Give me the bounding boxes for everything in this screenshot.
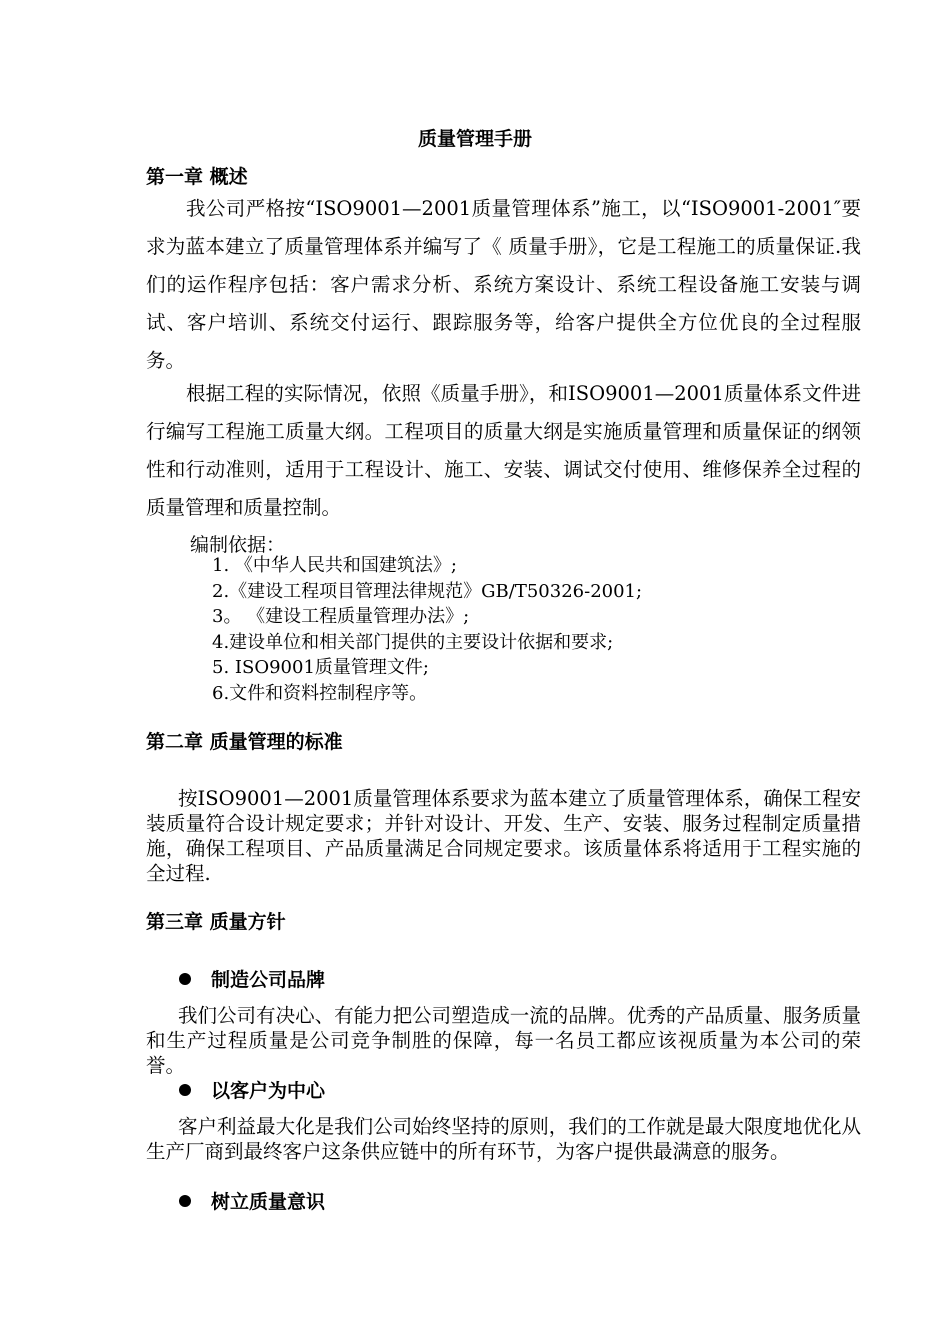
bullet-heading-customer <box>179 1076 325 1103</box>
chapter-1-heading: 第一章 概述 <box>146 166 248 188</box>
bullet-label: 树立质量意识 <box>211 1191 326 1213</box>
list-item: 5. ISO9001质量管理文件; <box>212 657 429 678</box>
document-title: 质量管理手册 <box>417 128 532 150</box>
bullet-dot-icon <box>179 973 191 985</box>
list-item: 2.《建设工程项目管理法律规范》GB/T50326-2001; <box>212 580 643 602</box>
customer-paragraph: 客户利益最大化是我们公司始终坚持的原则，我们的工作就是最大限度地优化从生产厂商到最终客户这条供应链中的所有环节，为客户提供最满意的服务。 <box>146 1115 861 1163</box>
chapter-1-paragraph-2: 根据工程的实际情况，依照《质量手册》，和ISO9001—2001质量体系文件进行编写工程施工质量大纲。工程项目的质量大纲是实施质量管理和质量保证的纲领性和行动准则，适用于工程设计、施工、安装、调试交付使用、维修保养全过程的质量管理和质量控制。 <box>146 382 861 519</box>
chapter-2-paragraph: 按ISO9001—2001质量管理体系要求为蓝本建立了质量管理体系，确保工程安装质量符合设计规定要求；并针对设计、开发、生产、安装、服务过程制定质量措施，确保工程项目、产品质量满足合同规定要求。该质量体系将适用于工程实施的全过程. <box>146 787 861 885</box>
basis-list <box>212 553 642 706</box>
list-item: 4.建设单位和相关部门提供的主要设计依据和要求; <box>212 631 614 653</box>
brand-paragraph: 我们公司有决心、有能力把公司塑造成一流的品牌。优秀的产品质量、服务质量和生产过程质量是公司竞争制胜的保障，每一名员工都应该视质量为本公司的荣誉。 <box>146 1004 861 1077</box>
bullet-dot-icon <box>179 1195 191 1207</box>
list-item: 1. 《中华人民共和国建筑法》; <box>212 555 457 576</box>
bullet-label: 以客户为中心 <box>211 1080 326 1102</box>
bullet-dot-icon <box>179 1084 191 1096</box>
list-item: 3。 《建设工程质量管理办法》; <box>212 606 470 627</box>
bullet-heading-brand <box>179 965 325 992</box>
list-item: 6.文件和资料控制程序等。 <box>212 682 428 704</box>
chapter-2-heading: 第二章 质量管理的标准 <box>146 731 343 753</box>
bullet-label: 制造公司品牌 <box>211 969 326 991</box>
chapter-3-heading: 第三章 质量方针 <box>146 911 286 933</box>
bullet-heading-quality <box>179 1187 325 1214</box>
basis-label: 编制依据： <box>190 534 286 556</box>
chapter-1-paragraph-1: 我公司严格按“ISO9001—2001质量管理体系”施工，以“ISO9001-2001″要求为蓝本建立了质量管理体系并编写了《 质量手册》，它是工程施工的质量保证.我们的运作程序包括：客户需求分析、系统方案设计、系统工程设备施工安装与调试、客户培训、系统交付运行、跟踪服务等，给客户提供全方位优良的全过程服务。 <box>146 197 861 372</box>
